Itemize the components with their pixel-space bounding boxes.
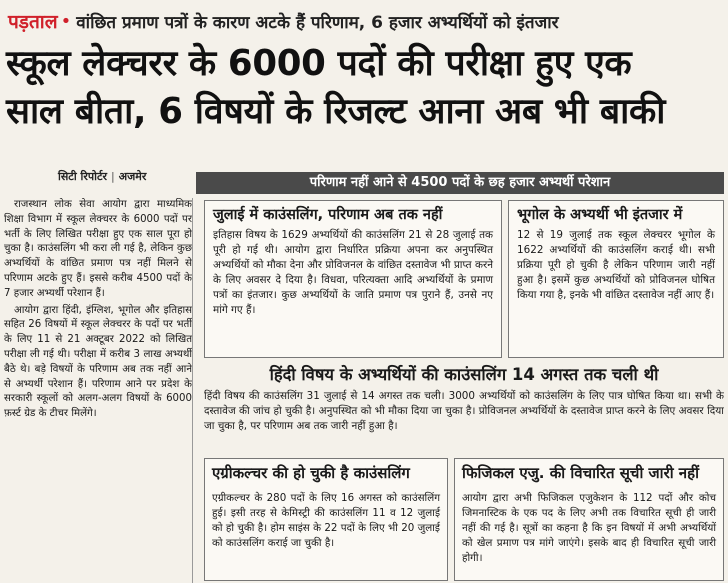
box-agriculture-title: एग्रीकल्चर की हो चुकी है काउंसलिंग	[212, 464, 410, 482]
kicker-bullet: •	[60, 10, 72, 32]
left-column	[4, 198, 193, 583]
left-paragraph-2: आयोग द्वारा हिंदी, इंग्लिश, भूगोल और इतिहास सहित 26 विषयों में स्कूल लेक्चरर के पदों पर भर्ती के लिए 11 से 21 अक्टूबर 2022 को लिखित परीक्षा ली गई थी। परीक्षा में करीब 3 लाख अभ्यर्थी बैठे थे। बड़े विषयों के परिणाम अब तक नहीं आने से अभ्यर्थी परेशान हैं। परिणाम आने पर प्रदेश के सरकारी स्कूलों को अलग-अलग विषयों के 6000 फ़र्स्ट ग्रेड के टीचर मिलेंगे।	[4, 304, 192, 420]
left-paragraph-1: राजस्थान लोक सेवा आयोग द्वारा माध्यमिक शिक्षा विभाग में स्कूल लेक्चरर के 6000 पदों पर भर्ती के लिए लिखित परीक्षा हुए एक साल पूरा हो चुका है। काउंसलिंग भी करा ली गई है, लेकिन कुछ अभ्यर्थियों के वांछित प्रमाण पत्र नहीं मिलने से परिणाम अटके हुए हैं। इससे करीब 4500 पदों के 7 हजार अभ्यर्थी परेशान हैं।	[4, 199, 192, 299]
byline	[58, 169, 146, 184]
byline-separator: |	[111, 170, 115, 183]
byline-city: अजमेर	[118, 170, 147, 183]
box-history-body: इतिहास विषय के 1629 अभ्यर्थियों की काउंसलिंग 21 से 28 जुलाई तक पूरी हो गई थी। आयोग द्वारा निर्धारित प्रक्रिया अपना कर अनुपस्थित अभ्यर्थियों को मौका देना और प्रोविजनल के वांछित दस्तावेज भी प्राप्त करने के लिए अवसर दे दिया है। विधवा, परित्यक्ता आदि अभ्यर्थियों के प्रमाण पत्रों का इंतजार। कुछ अभ्यर्थियों के जाति प्रमाण पत्र पुराने हैं, उनसे नए मांगे गए हैं।	[213, 229, 493, 316]
kicker-text: वांछित प्रमाण पत्रों के कारण अटके हैं परिणाम, 6 हजार अभ्यर्थियों को इंतजार	[76, 12, 559, 33]
box-physical-education	[454, 458, 724, 581]
box-agriculture	[204, 458, 448, 581]
box-physical-body: आयोग द्वारा अभी फिजिकल एजुकेशन के 112 पदों और कोच जिमनास्टिक के एक पद के लिए अभी तक विचारित सूची ही जारी नहीं की गई है। सूत्रों का कहना है कि इन विषयों में अभी अभ्यर्थियों को खेल प्रमाण पत्र मांगे जाएंगे। इसके बाद ही विचारित सूची जारी होगी।	[462, 492, 716, 564]
hindi-section-body: हिंदी विषय की काउंसलिंग 31 जुलाई से 14 अगस्त तक चली। 3000 अभ्यर्थियों को काउंसलिंग के लिए पात्र घोषित किया था। सभी के दस्तावेज की जांच हो चुकी है। अनुपस्थित को भी मौका दिया जा चुका है। प्रोविजनल अभ्यर्थियों के दस्तावेज प्राप्त करने के लिए अवसर दिया जा चुका है, पर परिणाम अब तक जारी नहीं हुआ है।	[204, 390, 724, 432]
box-geography	[508, 200, 724, 358]
box-history	[204, 200, 502, 358]
kicker	[8, 6, 720, 36]
hindi-section	[204, 364, 724, 456]
box-geography-title: भूगोल के अभ्यर्थी भी इंतजार में	[517, 207, 683, 223]
summary-band: परिणाम नहीं आने से 4500 पदों के छह हजार अभ्यर्थी परेशान	[196, 172, 724, 194]
box-physical-title: फिजिकल एजु. की विचारित सूची जारी नहीं	[462, 464, 699, 482]
box-agriculture-body: एग्रीकल्चर के 280 पदों के लिए 16 अगस्त को काउंसलिंग हुई। इसी तरह से केमिस्ट्री की काउंसलिंग 11 व 12 जुलाई को हो चुकी है। होम साइंस के 22 पदों के लिए भी 20 जुलाई को काउंसलिंग कराई जा चुकी है।	[212, 492, 440, 549]
box-geography-body: 12 से 19 जुलाई तक स्कूल लेक्चरर भूगोल के 1622 अभ्यर्थियों की काउंसलिंग कराई थी। सभी प्रक्रिया पूरी हो चुकी है लेकिन परिणाम जारी नहीं हुआ है। इसमें कुछ अभ्यर्थियों को प्रोविजनल घोषित किया गया है, इनके भी वांछित दस्तावेज नहीं आए हैं।	[517, 229, 715, 301]
hindi-section-title: हिंदी विषय के अभ्यर्थियों की काउंसलिंग 14 अगस्त तक चली थी	[269, 365, 659, 384]
headline-line-2: साल बीता, 6 विषयों के रिजल्ट आना अब भी बाकी	[6, 91, 666, 132]
headline	[6, 40, 722, 136]
kicker-tag: पड़ताल	[8, 11, 58, 33]
headline-line-1: स्कूल लेक्चरर के 6000 पदों की परीक्षा हुए एक	[6, 43, 632, 84]
byline-reporter: सिटी रिपोर्टर	[58, 170, 107, 183]
box-history-title: जुलाई में काउंसलिंग, परिणाम अब तक नहीं	[213, 207, 443, 223]
